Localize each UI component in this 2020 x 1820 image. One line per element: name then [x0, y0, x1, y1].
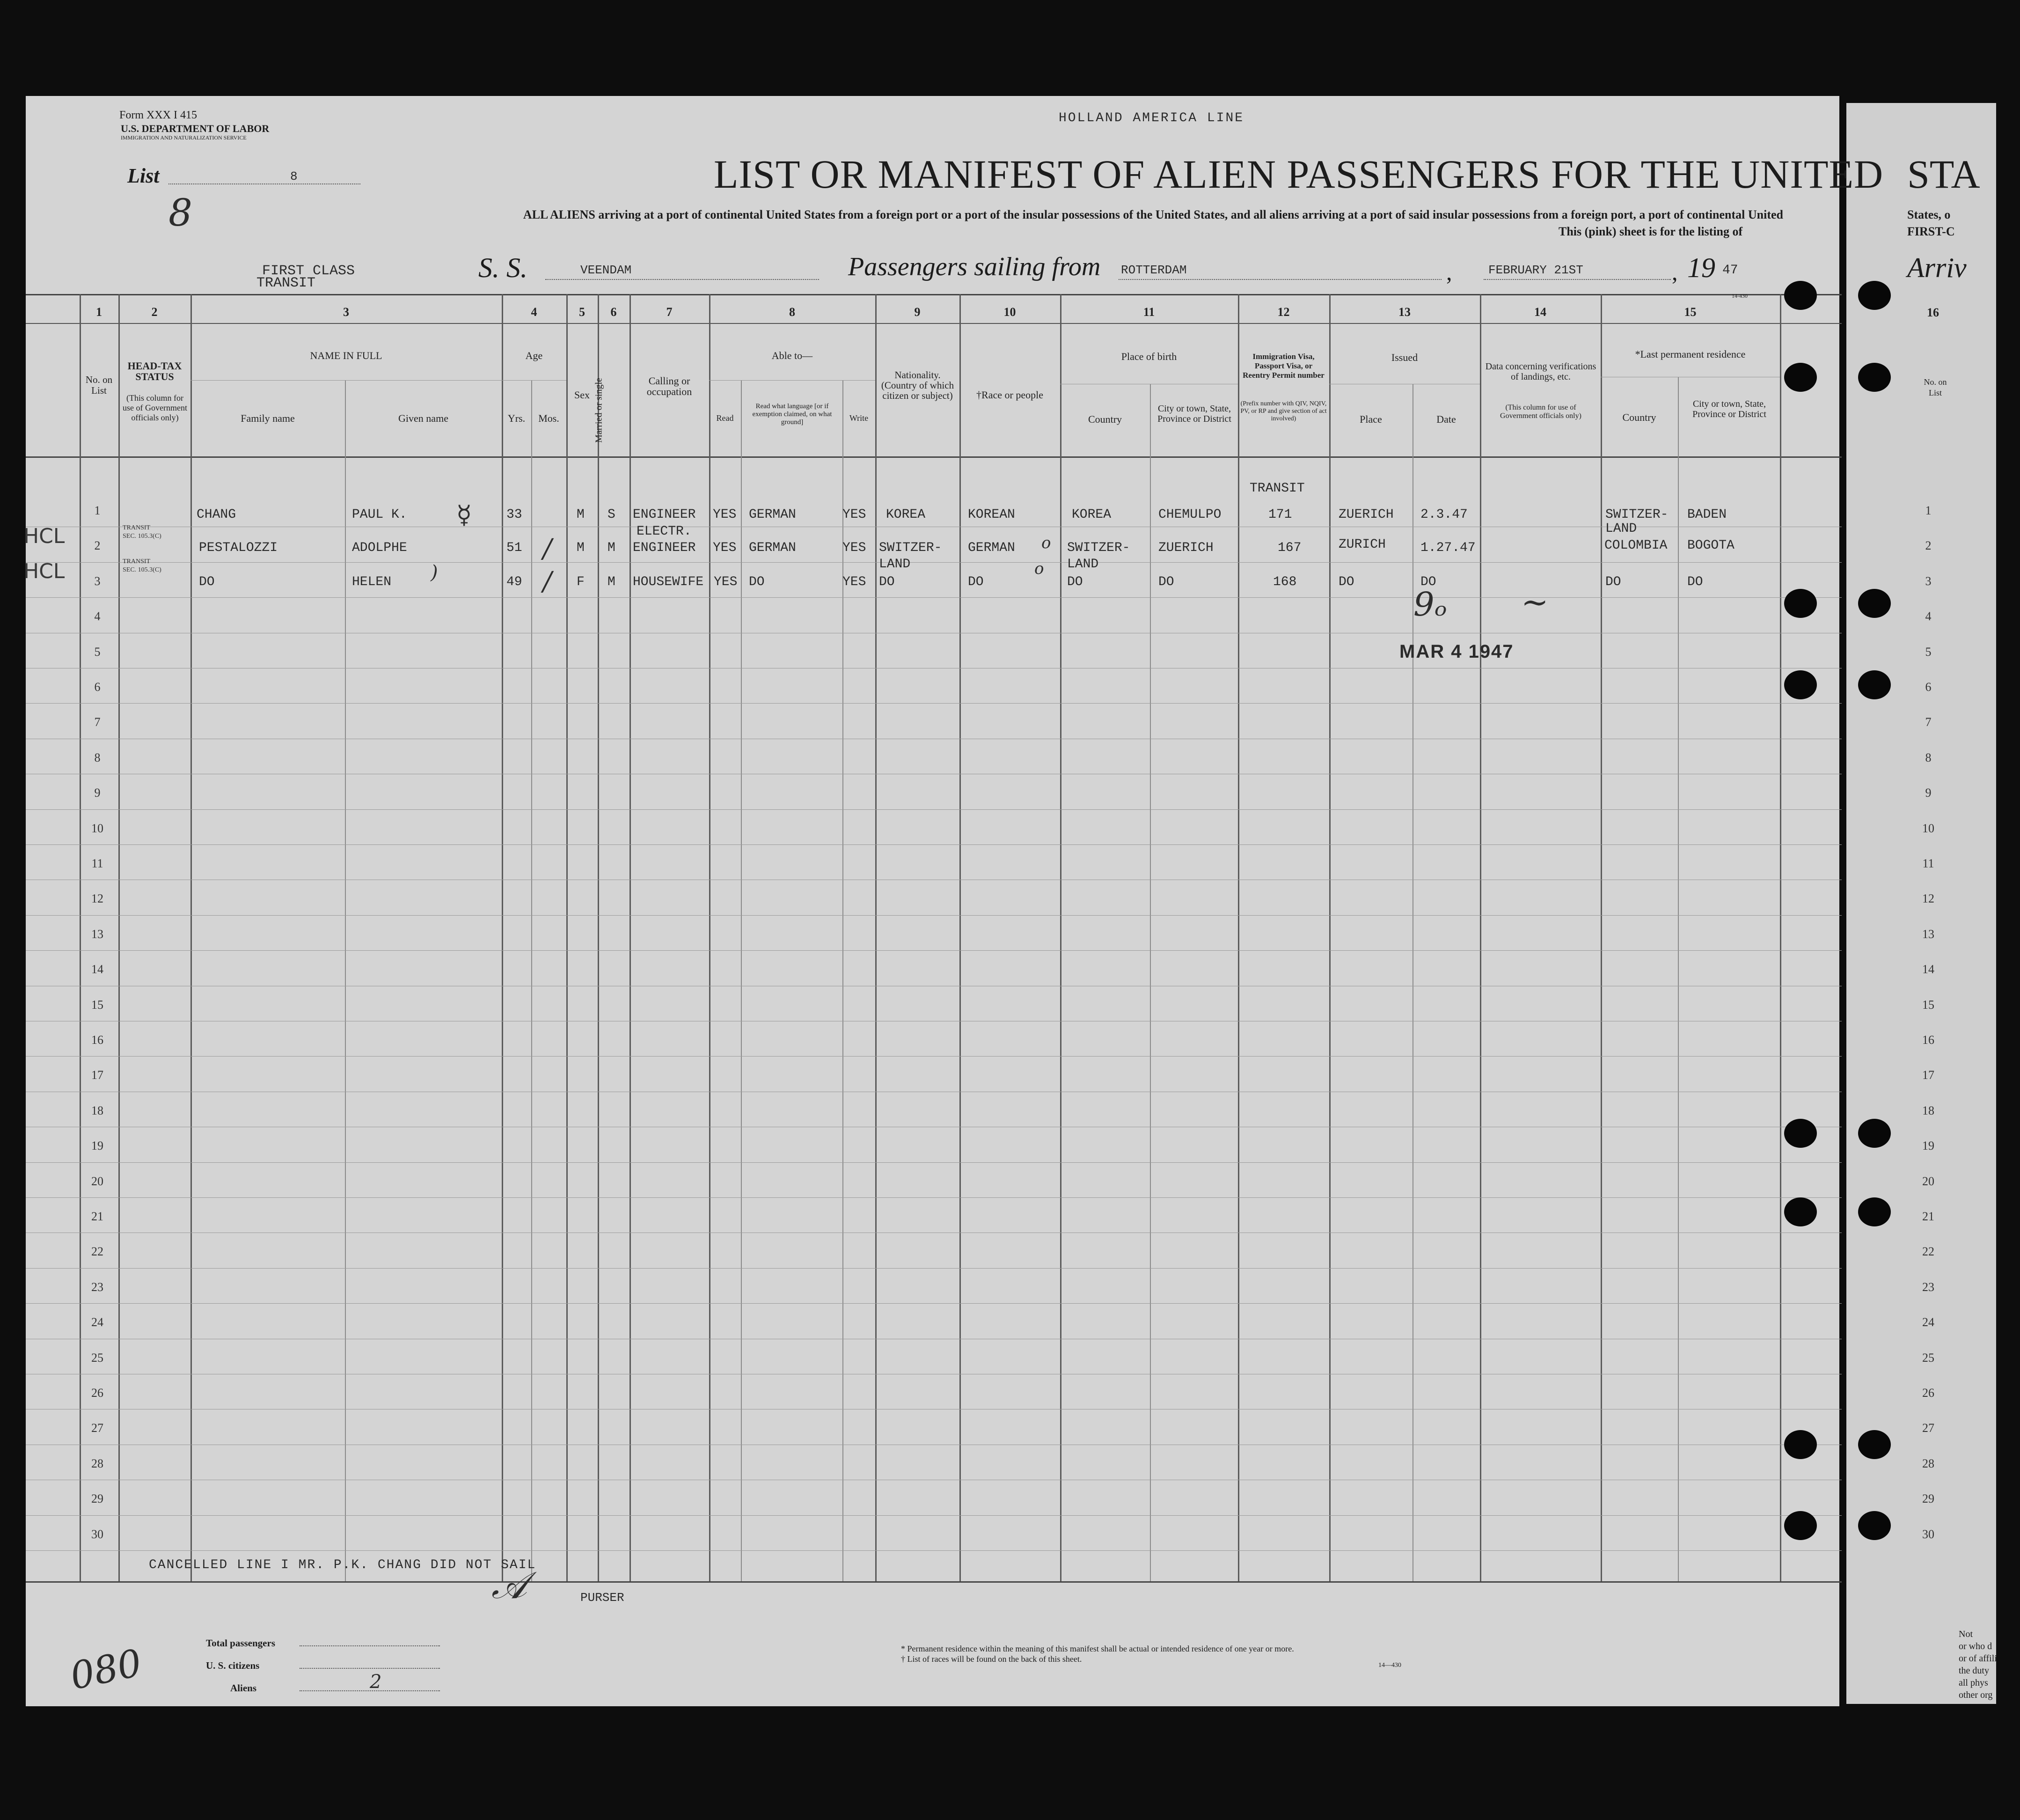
- row-number: 2: [94, 539, 101, 552]
- header-visa-note: (Prefix number with QIV, NQIV, PV, or RP and give section of act involved): [1240, 400, 1327, 422]
- next-row-number: 11: [1922, 857, 1934, 870]
- row3-marital: M: [607, 575, 615, 589]
- next-footer-line: or of affili: [1959, 1653, 1997, 1664]
- sub-header-line: [709, 380, 875, 381]
- next-row-number: 23: [1922, 1280, 1934, 1294]
- colnum: 5: [579, 305, 585, 319]
- next-row-number: 14: [1922, 962, 1934, 976]
- purser-label: PURSER: [580, 1591, 624, 1605]
- punch-hole: [1858, 363, 1891, 392]
- colnum: 4: [531, 305, 537, 319]
- next-row-number: 7: [1925, 715, 1932, 729]
- row2-marital: M: [607, 541, 615, 555]
- manifest-sheet: [26, 96, 1839, 1706]
- header-mos: Mos.: [538, 412, 559, 424]
- row3-given: HELEN: [352, 575, 392, 589]
- row3-res-city: DO: [1687, 575, 1703, 589]
- row2-head-tax: TRANSIT: [123, 524, 151, 531]
- row1-read: YES: [713, 507, 737, 522]
- punch-hole: [1784, 670, 1817, 699]
- next-row-number: 10: [1922, 822, 1934, 835]
- row2-yrs: 51: [506, 541, 522, 555]
- row-number: 12: [91, 892, 103, 905]
- col-line: [875, 294, 877, 1581]
- next-row-number: 9: [1925, 786, 1932, 800]
- row1-race: KOREAN: [968, 507, 1015, 522]
- row-number: 15: [91, 998, 103, 1012]
- colnum: 1: [96, 305, 102, 319]
- header-data-concerning: Data concerning verifications of landings, etc.: [1485, 361, 1596, 382]
- col-line: [1678, 377, 1679, 1581]
- row2-language: GERMAN: [749, 541, 796, 555]
- row-line: [26, 809, 1842, 810]
- next-row-number: 21: [1922, 1210, 1934, 1223]
- next-footer-line: or who d: [1959, 1641, 1992, 1651]
- row-number: 25: [91, 1351, 103, 1365]
- row3-nationality: DO: [879, 575, 895, 589]
- next-line1: States, o: [1907, 208, 1951, 221]
- row3-issued-date: DO: [1420, 575, 1436, 589]
- header-write: Write: [849, 413, 869, 423]
- row-number: 10: [91, 822, 103, 835]
- tick-mark: /: [543, 534, 552, 564]
- row-number: 5: [94, 645, 101, 659]
- header-head-tax-note: (This column for use of Government officials only): [123, 393, 187, 422]
- header-age: Age: [525, 350, 543, 361]
- ss-label: S. S.: [478, 252, 527, 283]
- header-nationality: Nationality. (Country of which citizen or subject): [881, 369, 954, 401]
- col-line: [566, 294, 568, 1581]
- date-underline: [1484, 279, 1671, 280]
- header-place-of-birth: Place of birth: [1121, 351, 1177, 362]
- manifest-subtitle: ALL ALIENS arriving at a port of continental United States from a foreign port or a port of the insular possessions of the United States, and all aliens arriving at a port of said insular possessions from a foreign port, a port of continental United: [523, 208, 1783, 221]
- us-citizens-label: U. S. citizens: [206, 1660, 260, 1671]
- row-number: 22: [91, 1245, 103, 1258]
- next-row-number: 13: [1922, 927, 1934, 941]
- header-birth-country: Country: [1088, 413, 1122, 425]
- col-line: [1238, 294, 1239, 1581]
- punch-hole: [1784, 1430, 1817, 1459]
- row-number: 23: [91, 1280, 103, 1294]
- row-number: 6: [94, 680, 101, 694]
- col-line: [1480, 294, 1481, 1581]
- next-row-number: 2: [1925, 539, 1932, 552]
- punch-hole: [1784, 363, 1817, 392]
- row-number: 29: [91, 1492, 103, 1505]
- row2-head-tax2: SEC. 105.3(C): [123, 533, 161, 540]
- row1-given: PAUL K.: [352, 507, 407, 522]
- next-row-number: 26: [1922, 1386, 1934, 1400]
- aliens-count: 2: [370, 1671, 382, 1693]
- row-number: 8: [94, 751, 101, 764]
- punch-hole: [1858, 1511, 1891, 1540]
- comma2: ,: [1672, 259, 1678, 285]
- row-line: [26, 1303, 1842, 1304]
- port-underline: [1119, 279, 1442, 280]
- row-number: 24: [91, 1315, 103, 1329]
- punch-hole: [1784, 281, 1817, 310]
- handwritten-zero: o: [1034, 559, 1044, 578]
- row3-visa: 168: [1273, 575, 1297, 589]
- list-number: 8: [290, 169, 298, 183]
- punch-hole: [1784, 1511, 1817, 1540]
- row1-res-country2: LAND: [1605, 521, 1637, 536]
- row3-write: YES: [842, 575, 866, 589]
- punch-hole: [1858, 670, 1891, 699]
- row-line: [26, 1268, 1842, 1269]
- next-colnum: 16: [1927, 306, 1939, 319]
- next-title-fragment: STA: [1907, 152, 1980, 197]
- row1-language: GERMAN: [749, 507, 796, 522]
- header-birth-city: City or town, State, Province or District: [1157, 404, 1231, 424]
- service-label: IMMIGRATION AND NATURALIZATION SERVICE: [121, 134, 247, 141]
- aliens-label: Aliens: [230, 1682, 257, 1694]
- row2-res-city: BOGOTA: [1687, 538, 1735, 553]
- next-row-number: 1: [1925, 504, 1932, 517]
- row2-issued-place: ZURICH: [1339, 537, 1386, 552]
- purser-signature: 𝒜: [491, 1563, 527, 1607]
- col-line: [1780, 294, 1781, 1581]
- next-arrival: Arriv: [1907, 252, 1967, 283]
- header-data-note: (This column for use of Government officials only): [1500, 404, 1581, 420]
- next-row-number: 28: [1922, 1457, 1934, 1470]
- row2-family: PESTALOZZI: [199, 541, 278, 555]
- row1-marital: S: [607, 507, 615, 522]
- header-married: Married or single: [593, 378, 604, 443]
- header-issued: Issued: [1391, 352, 1418, 363]
- header-issued-place: Place: [1360, 413, 1382, 425]
- table-bottom-border: [26, 1581, 1842, 1583]
- header-res-country: Country: [1622, 411, 1656, 423]
- row2-res-country: COLOMBIA: [1604, 538, 1668, 553]
- header-read: Read: [716, 413, 734, 423]
- row2-occupation-top: ELECTR.: [637, 524, 692, 539]
- row-line: [26, 597, 1842, 598]
- next-footer-line: all phys: [1959, 1678, 1988, 1688]
- row3-family: DO: [199, 575, 215, 589]
- header-read-language: Read what language [or if exemption claimed, on what ground]: [752, 403, 832, 426]
- list-underline: [168, 183, 360, 184]
- row-line: [26, 1550, 1842, 1551]
- row2-given: ADOLPHE: [352, 541, 407, 555]
- colnum: 12: [1277, 305, 1290, 319]
- next-row-number: 4: [1925, 609, 1932, 623]
- next-row-number: 12: [1922, 892, 1934, 905]
- form-code-small: 14-430: [1732, 293, 1748, 299]
- handwritten-bracket: ): [431, 562, 438, 583]
- next-row-number: 17: [1922, 1068, 1934, 1082]
- tick-mark: /: [543, 566, 552, 597]
- footer-code: 14—430: [1378, 1662, 1401, 1669]
- row-line: [26, 1197, 1842, 1198]
- handwritten-zero: o: [1041, 534, 1051, 552]
- row3-race: DO: [968, 575, 984, 589]
- row3-head-tax2: SEC. 105.3(C): [123, 566, 161, 573]
- colnum: 3: [343, 305, 349, 319]
- signature: 9ₒ: [1413, 585, 1447, 624]
- row-number: 28: [91, 1457, 103, 1470]
- row1-issued-date: 2.3.47: [1420, 507, 1468, 522]
- col-line: [502, 294, 503, 1581]
- department-label: U.S. DEPARTMENT OF LABOR: [121, 123, 270, 134]
- row1-birth-country: KOREA: [1072, 507, 1112, 522]
- row3-language: DO: [749, 575, 765, 589]
- next-row-number: 5: [1925, 645, 1932, 659]
- next-footer-line: other org: [1959, 1690, 1993, 1700]
- row2-nationality2: LAND: [879, 557, 911, 572]
- sailing-date: FEBRUARY 21ST: [1488, 263, 1583, 277]
- header-issued-date: Date: [1436, 413, 1456, 425]
- colnum: 7: [666, 305, 673, 319]
- header-calling: Calling or occupation: [646, 375, 692, 397]
- header-head-tax: HEAD-TAX STATUS: [127, 360, 182, 382]
- row-number: 4: [94, 609, 101, 623]
- col-line: [598, 294, 599, 1581]
- year-prefix: 19: [1687, 252, 1715, 283]
- row3-read: YES: [714, 575, 738, 589]
- year-suffix: 47: [1722, 263, 1738, 278]
- row2-write: YES: [842, 541, 866, 555]
- colnum: 9: [914, 305, 921, 319]
- next-row-number: 15: [1922, 998, 1934, 1012]
- list-label: List: [127, 164, 160, 187]
- next-footer-line: Not: [1959, 1629, 1973, 1639]
- row2-nationality: SWITZER-: [879, 541, 942, 555]
- header-res-city: City or town, State, Province or District: [1692, 399, 1766, 419]
- next-row-number: 22: [1922, 1245, 1934, 1258]
- sub-header-line: [502, 380, 566, 381]
- footnote-residence: * Permanent residence within the meaning of this manifest shall be actual or intended residence of one year or more.: [901, 1644, 1294, 1653]
- col-line: [741, 380, 742, 1581]
- left-note: 080: [66, 1641, 146, 1698]
- next-footer-line: the duty: [1959, 1666, 1989, 1676]
- row3-sex: F: [577, 575, 585, 589]
- class-label: FIRST CLASS: [262, 263, 355, 279]
- punch-hole: [1784, 1119, 1817, 1148]
- colnum-row-border: [26, 323, 1842, 324]
- row1-issued-place: ZUERICH: [1339, 507, 1394, 522]
- row1-res-country: SWITZER-: [1605, 507, 1669, 522]
- row-number: 30: [91, 1527, 103, 1541]
- colnum: 15: [1684, 305, 1697, 319]
- row2-read: YES: [713, 541, 737, 555]
- row3-occupation: HOUSEWIFE: [633, 575, 704, 589]
- us-citizens-line: [300, 1668, 440, 1669]
- total-passengers-line: [300, 1645, 440, 1646]
- row-number: 19: [91, 1139, 103, 1152]
- row1-res-city: BADEN: [1687, 507, 1727, 522]
- row-line: [26, 703, 1842, 704]
- header-race: †Race or people: [976, 389, 1043, 401]
- ship-underline: [545, 279, 819, 280]
- col-line: [1601, 294, 1602, 1581]
- header-family-name: Family name: [241, 412, 295, 424]
- list-handwritten: 8: [168, 191, 192, 235]
- punch-hole: [1858, 589, 1891, 618]
- row1-visa-top: TRANSIT: [1250, 481, 1305, 496]
- port-name: ROTTERDAM: [1121, 263, 1187, 277]
- row3-head-tax: TRANSIT: [123, 558, 151, 565]
- next-row-number: 6: [1925, 680, 1932, 694]
- colnum: 6: [610, 305, 617, 319]
- col-line: [709, 294, 710, 1581]
- row3-yrs: 49: [506, 575, 522, 589]
- next-row-number: 29: [1922, 1492, 1934, 1505]
- col-line: [531, 380, 532, 1581]
- total-passengers-label: Total passengers: [206, 1637, 275, 1649]
- row-line: [26, 915, 1842, 916]
- next-row-number: 16: [1922, 1033, 1934, 1047]
- punch-hole: [1858, 281, 1891, 310]
- punch-hole: [1858, 1430, 1891, 1459]
- next-row-number: 3: [1925, 574, 1932, 588]
- header-able-to: Able to—: [771, 350, 813, 361]
- row2-birth-city: ZUERICH: [1158, 541, 1214, 555]
- sheet-note: This (pink) sheet is for the listing of: [1559, 225, 1743, 238]
- next-row-number: 30: [1922, 1527, 1934, 1541]
- col-line: [118, 294, 120, 1581]
- header-given-name: Given name: [398, 412, 448, 424]
- row2-birth-country2: LAND: [1067, 557, 1099, 572]
- next-row-number: 18: [1922, 1104, 1934, 1117]
- row-line: [26, 1162, 1842, 1163]
- row2-birth-country: SWITZER-: [1067, 541, 1130, 555]
- sailing-label: Passengers sailing from: [848, 252, 1101, 281]
- row-number: 26: [91, 1386, 103, 1400]
- line-name: HOLLAND AMERICA LINE: [1059, 111, 1244, 125]
- col-line: [959, 294, 961, 1581]
- cancelled-line: CANCELLED LINE I MR. P.K. CHANG DID NOT SAIL: [149, 1558, 536, 1572]
- col-line: [629, 294, 631, 1581]
- row1-birth-city: CHEMULPO: [1158, 507, 1222, 522]
- punch-hole: [1858, 1197, 1891, 1226]
- row-number: 13: [91, 927, 103, 941]
- row2-occupation: ENGINEER: [633, 541, 696, 555]
- row-line: [26, 562, 1842, 563]
- footnote-races: † List of races will be found on the back of this sheet.: [901, 1654, 1082, 1664]
- margin-note: HCL: [23, 559, 65, 583]
- row2-issued-date: 1.27.47: [1420, 541, 1476, 555]
- row-number: 27: [91, 1421, 103, 1435]
- row-number: 11: [91, 857, 103, 870]
- colnum: 8: [789, 305, 795, 319]
- comma: ,: [1446, 259, 1452, 285]
- transit-label: TRANSIT: [256, 275, 316, 291]
- punch-hole: [1858, 1119, 1891, 1148]
- row-number: 9: [94, 786, 101, 800]
- row1-visa: 171: [1268, 507, 1292, 522]
- punch-hole: [1784, 589, 1817, 618]
- row1-sex: M: [577, 507, 585, 522]
- row1-occupation: ENGINEER: [633, 507, 696, 522]
- handwritten-mark: ☿: [456, 500, 472, 529]
- col-line: [80, 294, 81, 1581]
- row2-race: GERMAN: [968, 541, 1015, 555]
- row-number: 14: [91, 962, 103, 976]
- col-line: [1150, 384, 1151, 1581]
- colnum: 14: [1534, 305, 1546, 319]
- next-row-number: 27: [1922, 1421, 1934, 1435]
- sub-header-line: [190, 380, 502, 381]
- row3-birth-country: DO: [1067, 575, 1083, 589]
- col-line: [190, 294, 192, 1581]
- punch-hole: [1784, 1197, 1817, 1226]
- form-number: Form XXX I 415: [119, 109, 197, 121]
- row3-res-country: DO: [1605, 575, 1621, 589]
- row-number: 17: [91, 1068, 103, 1082]
- row1-write: YES: [842, 507, 866, 522]
- header-no-on-list: No. on List: [85, 374, 113, 396]
- manifest-title: LIST OR MANIFEST OF ALIEN PASSENGERS FOR THE UNITED: [714, 152, 1884, 197]
- col-line: [1329, 294, 1331, 1581]
- header-sex: Sex: [574, 389, 590, 401]
- table-top-border: [26, 294, 1842, 295]
- row2-visa: 167: [1278, 541, 1302, 555]
- row-number: 1: [94, 504, 101, 517]
- row-number: 21: [91, 1210, 103, 1223]
- date-stamp: MAR 4 1947: [1399, 641, 1514, 662]
- header-bottom-border: [26, 456, 1842, 458]
- signature: ~: [1521, 583, 1549, 621]
- row-number: 3: [94, 574, 101, 588]
- row1-nationality: KOREA: [886, 507, 926, 522]
- row2-sex: M: [577, 541, 585, 555]
- header-name-in-full: NAME IN FULL: [310, 350, 382, 361]
- next-line2: FIRST-C: [1907, 225, 1955, 238]
- next-row-number: 20: [1922, 1174, 1934, 1188]
- colnum: 10: [1003, 305, 1016, 319]
- row-line: [26, 844, 1842, 845]
- colnum: 11: [1143, 305, 1155, 319]
- next-col-header: No. on List: [1924, 377, 1947, 397]
- next-row-number: 25: [1922, 1351, 1934, 1365]
- row-number: 18: [91, 1104, 103, 1117]
- row-line: [26, 1515, 1842, 1516]
- row-number: 16: [91, 1033, 103, 1047]
- margin-note: HCL: [23, 524, 65, 548]
- row-number: 7: [94, 715, 101, 729]
- next-row-number: 8: [1925, 751, 1932, 764]
- colnum: 13: [1398, 305, 1411, 319]
- header-visa: Immigration Visa, Passport Visa, or Reentry Permit number: [1243, 352, 1325, 380]
- next-row-number: 19: [1922, 1139, 1934, 1152]
- col-line: [345, 380, 346, 1581]
- next-row-number: 24: [1922, 1315, 1934, 1329]
- row1-family: CHANG: [197, 507, 236, 522]
- ship-name: VEENDAM: [580, 263, 632, 277]
- col-line: [842, 380, 843, 1581]
- col-line: [1060, 294, 1061, 1581]
- row1-yrs: 33: [506, 507, 522, 522]
- header-yrs: Yrs.: [507, 412, 526, 424]
- row-line: [26, 1056, 1842, 1057]
- row-number: 20: [91, 1174, 103, 1188]
- colnum: 2: [151, 305, 158, 319]
- row-line: [26, 950, 1842, 951]
- header-last-residence: *Last permanent residence: [1635, 348, 1746, 360]
- row3-birth-city: DO: [1158, 575, 1174, 589]
- row3-issued-place: DO: [1339, 575, 1354, 589]
